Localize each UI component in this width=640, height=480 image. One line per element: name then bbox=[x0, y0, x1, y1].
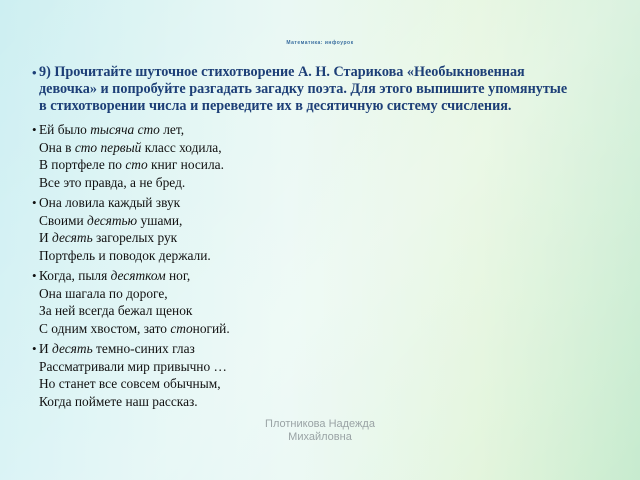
poem-line bbox=[39, 358, 612, 376]
poem-line bbox=[39, 285, 612, 303]
bullet-icon: • bbox=[32, 122, 37, 137]
poem-text: ушами, bbox=[137, 212, 183, 228]
poem-text: Она шагала по дороге, bbox=[39, 285, 168, 301]
author-line-2: Михайловна bbox=[288, 431, 352, 443]
poem-stanza bbox=[32, 194, 612, 264]
poem-text: И bbox=[39, 230, 53, 245]
poem-line bbox=[39, 156, 612, 174]
poem-text: класс ходила, bbox=[141, 139, 222, 155]
poem-line bbox=[39, 320, 612, 338]
poem-number: десять bbox=[52, 230, 93, 245]
poem-number: сто первый bbox=[74, 139, 142, 155]
task-line-3: в стихотворении числа и переведите их в десятичную систему счисления. bbox=[39, 98, 512, 114]
poem-text: В портфеле по bbox=[39, 157, 126, 172]
poem-text: темно-синих глаз bbox=[92, 341, 195, 356]
poem-text: ногий. bbox=[192, 320, 230, 336]
poem-text: Своими bbox=[39, 212, 88, 228]
poem-text: Но станет все совсем обычным, bbox=[39, 376, 221, 391]
slide-header-caption: Математика: инфоурок bbox=[286, 40, 354, 46]
poem-line bbox=[39, 121, 612, 139]
poem-stanza bbox=[32, 121, 612, 191]
poem-text: Когда, пыля bbox=[39, 268, 111, 283]
bullet-icon: • bbox=[32, 268, 37, 283]
poem-line bbox=[39, 247, 612, 265]
author-line-1: Плотникова Надежда bbox=[265, 418, 375, 430]
poem-stanza bbox=[32, 340, 612, 410]
task-line-2: девочка» и попробуйте разгадать загадку поэта. Для этого выпишите упомянутые bbox=[39, 81, 568, 97]
poem-text: И bbox=[39, 341, 53, 356]
poem-text: Она ловила каждый звук bbox=[39, 195, 181, 210]
poem-text: лет, bbox=[159, 122, 185, 137]
poem-text: За ней всегда бежал щенок bbox=[39, 303, 193, 318]
task-line-1: 9) Прочитайте шуточное стихотворение А. Н. Старикова «Необыкновенная bbox=[39, 64, 525, 80]
bullet-icon: • bbox=[32, 65, 37, 80]
poem-number: сто bbox=[170, 320, 193, 336]
poem-number: десять bbox=[52, 341, 93, 356]
poem-line bbox=[39, 229, 612, 247]
bullet-icon: • bbox=[32, 195, 37, 210]
poem-line bbox=[39, 174, 612, 192]
poem-stanza bbox=[32, 267, 612, 337]
poem-text: Когда поймете наш рассказ. bbox=[39, 393, 198, 409]
poem-text: Портфель и поводок держали. bbox=[39, 247, 211, 263]
poem-line bbox=[39, 194, 612, 212]
poem-text: Рассматривали мир привычно … bbox=[39, 358, 227, 374]
poem-text: книг носила. bbox=[147, 157, 224, 172]
author-credit bbox=[230, 418, 410, 444]
poem-text: ног, bbox=[165, 268, 191, 283]
poem-text: С одним хвостом, зато bbox=[39, 320, 171, 336]
poem-text: Она в bbox=[39, 139, 75, 155]
poem-text: Ей было bbox=[39, 122, 91, 137]
poem-line bbox=[39, 375, 612, 393]
poem-number: тысяча сто bbox=[90, 122, 160, 137]
poem-number: десятью bbox=[87, 212, 138, 228]
bullet-icon: • bbox=[32, 341, 37, 356]
task-paragraph bbox=[32, 64, 612, 115]
slide-content bbox=[32, 64, 612, 413]
poem-text: загорелых рук bbox=[92, 230, 178, 245]
poem-line bbox=[39, 139, 612, 157]
poem bbox=[32, 121, 612, 410]
poem-line bbox=[39, 340, 612, 358]
poem-line bbox=[39, 212, 612, 230]
poem-number: сто bbox=[125, 157, 148, 172]
poem-text: Все это правда, а не бред. bbox=[39, 174, 186, 190]
poem-line bbox=[39, 267, 612, 285]
poem-line bbox=[39, 302, 612, 320]
poem-number: десятком bbox=[110, 268, 166, 283]
poem-line bbox=[39, 393, 612, 411]
